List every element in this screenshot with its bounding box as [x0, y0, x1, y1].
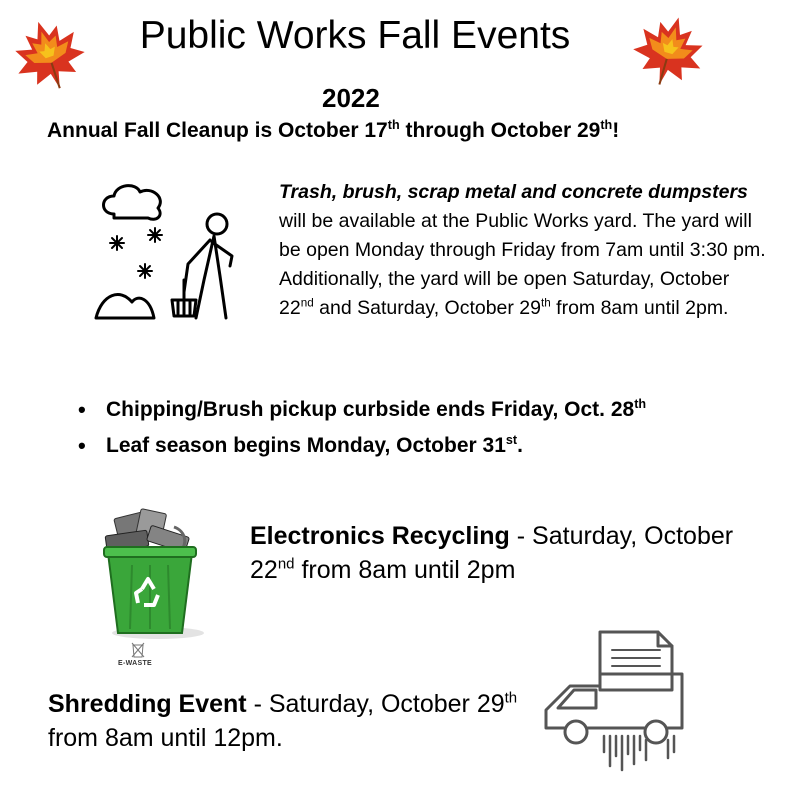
list-item: • Leaf season begins Monday, October 31st. — [78, 428, 646, 464]
electronics-recycling-event: Electronics Recycling - Saturday, October 22nd from 8am until 2pm — [250, 522, 734, 584]
ewaste-symbol-icon — [130, 641, 146, 659]
ewaste-recycling-bin-icon — [92, 505, 212, 655]
list-item: • Chipping/Brush pickup curbside ends Friday, Oct. 28th — [78, 392, 646, 428]
fall-cleanup-heading: Annual Fall Cleanup is October 17th through October 29th! — [47, 118, 620, 142]
shredding-event: Shredding Event - Saturday, October 29th from 8am until 12pm. — [48, 689, 518, 752]
snow-shoveling-icon — [92, 176, 252, 324]
announcement-list — [78, 392, 646, 464]
page-title: Public Works Fall Events — [139, 14, 571, 57]
dumpsters-description: Trash, brush, scrap metal and concrete dumpsters will be available at the Public Works yard. The yard will be open Monday through Friday from 7am until 3:30 pm. Additionally, the yard will be open Saturday, October 22nd and Saturday, October 29th from 8am until 2pm. — [279, 181, 766, 319]
event-year: 2022 — [322, 83, 380, 113]
shredding-truck-icon — [540, 628, 700, 778]
ewaste-label: E-WASTE — [118, 660, 152, 667]
